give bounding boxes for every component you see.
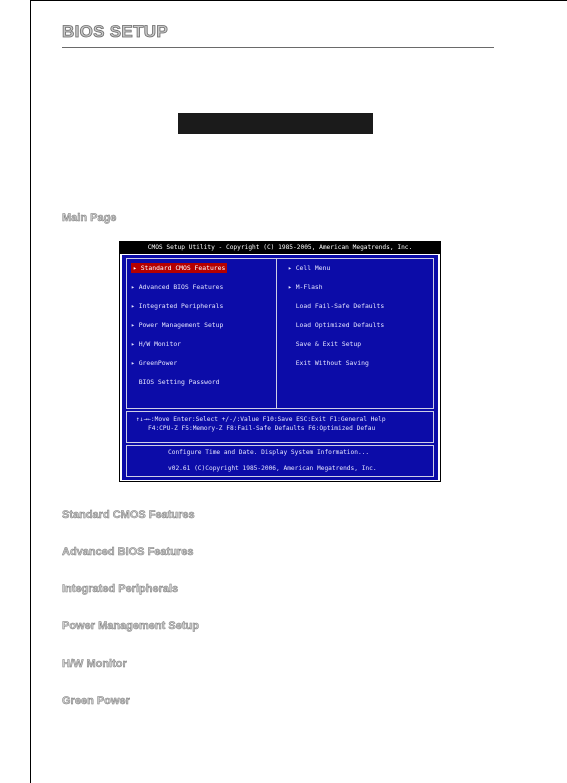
section-heading-main-page: Main Page <box>62 212 117 224</box>
title-rule <box>62 47 494 48</box>
bios-screenshot <box>119 241 441 482</box>
menu-standard-cmos-features[interactable]: ▸ Standard CMOS Features <box>133 264 226 272</box>
menu-hw-monitor[interactable]: ▸ H/W Monitor <box>131 340 182 348</box>
menu-cell-menu[interactable]: ▸ Cell Menu <box>288 264 331 272</box>
bios-body <box>122 255 438 480</box>
redacted-bar <box>178 113 373 134</box>
bios-info-line: Configure Time and Date. Display System Information... <box>168 449 370 456</box>
bios-version-line: v02.61 (C)Copyright 1985-2006, American Megatrends, Inc. <box>168 465 377 472</box>
menu-load-optimized-defaults[interactable]: Load Optimized Defaults <box>288 321 385 329</box>
bios-help-line-1: ↑↓→←:Move Enter:Select +/-/:Value F10:Save ESC:Exit F1:General Help <box>136 416 386 423</box>
feature-power-management-setup: Power Management Setup <box>62 620 199 632</box>
feature-advanced-bios: Advanced BIOS Features <box>62 546 194 558</box>
menu-save-exit-setup[interactable]: Save & Exit Setup <box>288 340 362 348</box>
menu-exit-without-saving[interactable]: Exit Without Saving <box>288 359 369 367</box>
menu-m-flash[interactable]: ▸ M-Flash <box>288 283 323 291</box>
feature-green-power: Green Power <box>62 695 130 707</box>
feature-hw-monitor: H/W Monitor <box>62 658 127 670</box>
page-frame-left <box>30 0 31 783</box>
menu-bios-setting-password[interactable]: BIOS Setting Password <box>131 378 220 386</box>
bios-menu-divider <box>276 258 277 409</box>
page-frame-top <box>30 0 567 6</box>
menu-advanced-bios-features[interactable]: ▸ Advanced BIOS Features <box>131 283 224 291</box>
bios-help-line-2: F4:CPU-Z F5:Memory-Z F8:Fail-Safe Defaults F6:Optimized Defau <box>148 425 376 432</box>
bios-header: CMOS Setup Utility - Copyright (C) 1985-2005, American Megatrends, Inc. <box>120 242 440 254</box>
menu-power-management-setup[interactable]: ▸ Power Management Setup <box>131 321 224 329</box>
feature-integrated-peripherals: Integrated Peripherals <box>62 583 179 595</box>
menu-integrated-peripherals[interactable]: ▸ Integrated Peripherals <box>131 302 224 310</box>
page-title: BIOS SETUP <box>62 22 168 41</box>
menu-greenpower[interactable]: ▸ GreenPower <box>131 359 178 367</box>
feature-standard-cmos: Standard CMOS Features <box>62 509 195 521</box>
menu-load-fail-safe-defaults[interactable]: Load Fail-Safe Defaults <box>288 302 385 310</box>
